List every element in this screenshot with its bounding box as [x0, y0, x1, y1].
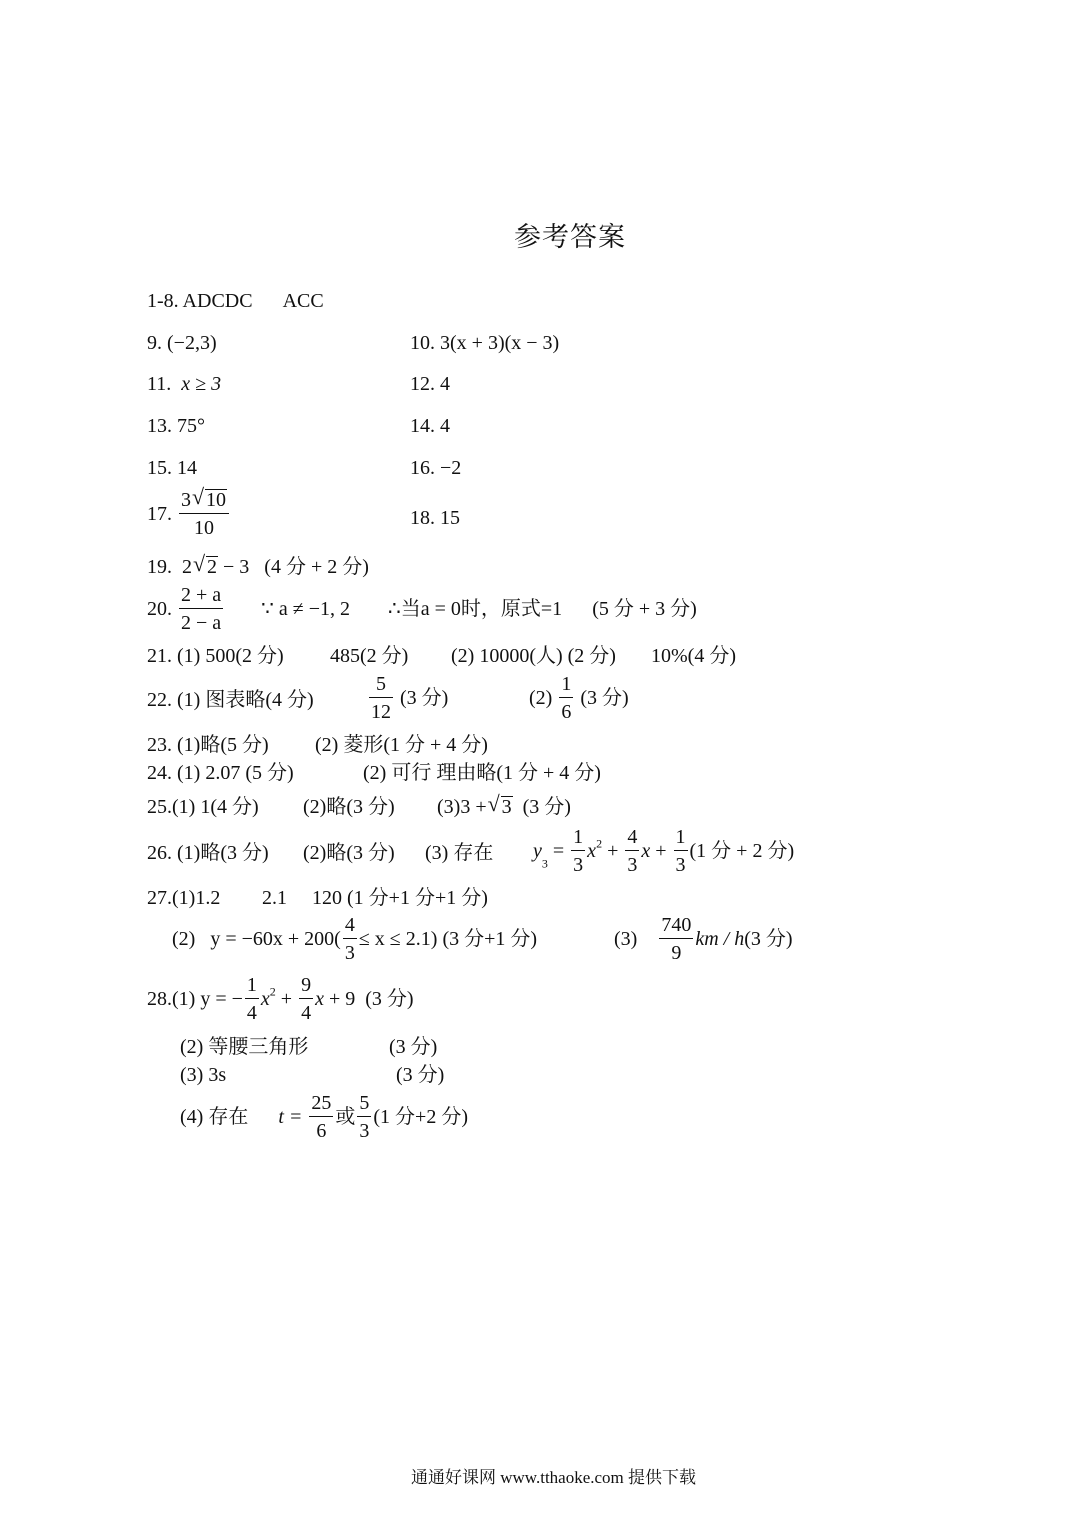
answer-10-number: 10.	[410, 332, 435, 354]
answer-17-number: 17.	[147, 503, 172, 525]
answer-20-number: 20.	[147, 598, 172, 620]
answer-1-8-second: ACC	[282, 290, 324, 312]
answer-25-part3-label: (3)3 +	[437, 796, 487, 818]
answer-1-8	[147, 289, 324, 313]
answer-11-expr: x ≥ 3	[181, 373, 222, 395]
answer-26-part2: (2)略(3 分)	[303, 842, 395, 864]
answer-27-part3: 120 (1 分+1 分+1 分)	[312, 887, 488, 909]
answer-28-part4-score: (1 分+2 分)	[373, 1106, 468, 1128]
answer-22-fraction2	[559, 673, 573, 723]
answer-20-fraction	[179, 584, 223, 634]
answer-26-equation: $y_3$ = $\frac{1}{3}$ $x^2$ + $\frac{4}{3}$ x + $\frac{1}{3}$ (1 分 + 2 分)	[533, 826, 795, 876]
answer-23-part2: (2) 菱形(1 分 + 4 分)	[315, 734, 488, 756]
answer-21-part2: 485(2 分)	[330, 645, 409, 667]
answer-28-part1: 28.(1) y = − $\frac{1}{4}$ $x^2$ + $\frac{9}{4}$ x + 9 (3 分)	[147, 974, 414, 1024]
answer-10	[410, 331, 559, 355]
answer-19-rest: − 3	[223, 556, 250, 578]
answer-28-label: 28.(1) y = −	[147, 988, 243, 1010]
answer-21-part3: (2) 10000(人) (2 分)	[451, 645, 616, 667]
footer-watermark: 通通好课网 www.tthaoke.com 提供下载	[411, 1468, 697, 1487]
answer-22-part2-label: (2)	[529, 687, 553, 709]
answer-23-part1: 23. (1)略(5 分)	[147, 734, 269, 756]
answer-22-denominator: 12	[371, 701, 391, 723]
answer-28-score: (3 分)	[365, 988, 414, 1010]
answer-20	[147, 584, 697, 634]
answer-28-part2-score: (3 分)	[389, 1036, 438, 1058]
answer-27-denominator2: 9	[671, 942, 682, 964]
answer-28-part4-var: t =	[278, 1106, 303, 1128]
answer-16: 16. −2	[410, 457, 462, 479]
answer-22-fraction-group	[367, 673, 448, 723]
answer-24-part1: 24. (1) 2.07 (5 分)	[147, 762, 294, 784]
answer-22-fraction	[369, 673, 393, 723]
answer-27-line2	[172, 914, 537, 964]
answer-27-unit: km / h	[695, 928, 745, 950]
answer-26-part1: 26. (1)略(3 分)	[147, 842, 269, 864]
answer-25-part2: (2)略(3 分)	[303, 796, 395, 818]
answer-11	[147, 372, 221, 396]
answer-18: 18. 15	[410, 507, 460, 529]
answer-12: 12. 4	[410, 373, 450, 395]
answer-25-part1: 25.(1) 1(4 分)	[147, 796, 259, 818]
answer-10-expr: 3(x + 3)(x − 3)	[440, 332, 560, 354]
answer-27-fraction2	[659, 914, 693, 964]
page-title: 参考答案	[514, 222, 626, 252]
answer-20-denominator: 2 − a	[181, 612, 222, 634]
answer-27-numerator: 4	[343, 914, 357, 939]
answer-11-number: 11.	[147, 373, 172, 395]
answer-28-part3: (3) 3s	[180, 1064, 227, 1086]
answer-27-line3	[614, 914, 793, 964]
answer-27-denominator: 3	[344, 942, 355, 964]
answer-27-numerator2: 740	[659, 914, 693, 939]
answer-22-score1: (3 分)	[400, 687, 449, 709]
answer-19: 19. 2 √ 2 − 3 (4 分 + 2 分)	[147, 551, 369, 578]
answer-21-part4: 10%(4 分)	[651, 645, 736, 667]
answer-22-denominator2: 6	[561, 701, 572, 723]
answer-20-condition: ∵ a ≠ −1, 2	[261, 598, 351, 620]
answer-25-part3: (3)3 + √ 3 (3 分)	[437, 791, 571, 818]
answer-27-part1: 27.(1)1.2	[147, 887, 221, 909]
answer-22-numerator2: 1	[559, 673, 573, 698]
answer-13: 13. 75°	[147, 415, 205, 437]
answer-21-part1: 21. (1) 500(2 分)	[147, 645, 284, 667]
answer-27-score3: (3 分)	[744, 928, 793, 950]
answer-17	[147, 484, 231, 539]
answer-22-part2	[529, 673, 629, 723]
answer-28-part4: (4) 存在 t = $\frac{25}{6}$ 或 $\frac{5}{3}$ (1 分+2 分)	[180, 1092, 468, 1142]
answer-17-coef: 3	[181, 489, 191, 511]
answer-26-score: (1 分 + 2 分)	[689, 840, 795, 862]
answer-9: 9. (−2,3)	[147, 332, 217, 354]
answer-19-number: 19.	[147, 556, 172, 578]
answer-19-radicand: 2	[207, 556, 217, 578]
answer-14: 14. 4	[410, 415, 450, 437]
answer-17-radicand: 10	[206, 489, 226, 511]
answer-22-score2: (3 分)	[580, 687, 629, 709]
answer-27-part2: 2.1	[262, 887, 287, 909]
answer-26-part3: (3) 存在	[425, 842, 494, 864]
answer-27-p2-label: (2)	[172, 928, 196, 950]
answer-20-result: ∴当a = 0时，原式=1	[388, 598, 563, 620]
answer-20-numerator: 2 + a	[179, 584, 223, 609]
answer-27-rest: ≤ x ≤ 2.1) (3 分+1 分)	[358, 928, 538, 950]
answer-28-part4-label: (4) 存在	[180, 1106, 249, 1128]
answer-17-denominator: 10	[194, 517, 214, 539]
answer-1-8-first: 1-8. ADCDC	[147, 290, 253, 312]
answer-17-fraction: 3 √ 10 10	[179, 489, 229, 539]
answer-25-score: (3 分)	[522, 796, 571, 818]
answer-19-score: (4 分 + 2 分)	[264, 556, 369, 578]
answer-19-coef: 2	[182, 556, 192, 578]
answer-15: 15. 14	[147, 457, 197, 479]
answer-28-part2: (2) 等腰三角形	[180, 1036, 309, 1058]
answer-28-part3-score: (3 分)	[396, 1064, 445, 1086]
answer-20-score: (5 分 + 3 分)	[592, 598, 697, 620]
answer-25-radicand: 3	[501, 796, 512, 818]
answer-22-part1: 22. (1) 图表略(4 分)	[147, 689, 314, 711]
answer-27-fraction	[343, 914, 357, 964]
answer-24-part2: (2) 可行 理由略(1 分 + 4 分)	[363, 762, 601, 784]
answer-27-equation: y = −60x + 200(	[210, 928, 341, 950]
answer-27-p3-label: (3)	[614, 928, 638, 950]
answer-28-part4-or: 或	[335, 1106, 356, 1128]
answer-22-numerator: 5	[369, 673, 393, 698]
